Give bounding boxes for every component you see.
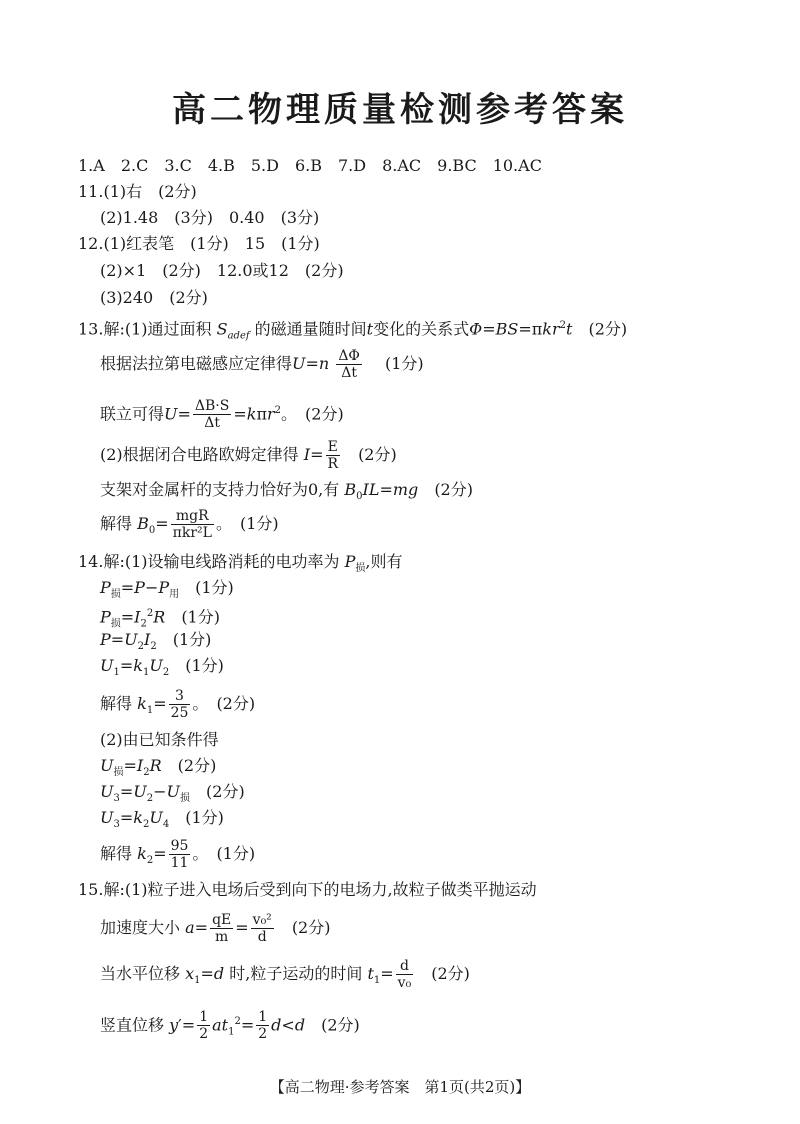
q13-line-3: 联立可得U= $\frac{\Delta B\cdot S}{\Delta t}$ =kπr$^2$。 (2分) [100, 398, 344, 432]
q14-line-5: $U_1=k_1U_2$ (1分) [100, 656, 224, 679]
q14-line-9: $U_3=U_2-U_损$ (2分) [100, 782, 245, 805]
q15-line-2: 加速度大小 a= $\frac{qE}{m}$ = $\frac{\text{v₀²}}{d}$ (2分) [100, 912, 331, 945]
page-footer: 【高二物理·参考答案 第1页(共2页)】 [269, 1078, 531, 1096]
q13-line-4: (2)根据闭合电路欧姆定律得 I= $\frac{E}{R}$ (2分) [100, 439, 397, 472]
q13-line-5: 支架对金属杆的支持力恰好为0,有 $B_0IL=mg$ (2分) [100, 480, 473, 503]
q13-line-2: 根据法拉第电磁感应定律得U=n $\frac{\Delta\Phi}{\Delta t}$ (1分) [100, 348, 424, 381]
fraction: $\frac{\text{v₀²}}{d}$ [252, 912, 272, 945]
q14-line-1: 14.解:(1)设输电线路消耗的电功率为 $P_损$,则有 [78, 552, 403, 575]
q15-line-3: 当水平位移 $x_1=d$ 时,粒子运动的时间 $t_1=$ $\frac{d}{\text{v₀}}$ (2分) [100, 958, 470, 991]
q15-line-1: 15.解:(1)粒子进入电场后受到向下的电场力,故粒子做类平抛运动 [78, 880, 537, 899]
q13-line-1: 13.解:(1)通过面积 $S_{adef}$ 的磁通量随时间t变化的关系式Φ=BS=πkr$^2$t (2分) [78, 319, 628, 342]
q13-line-6: 解得 $B_0=$ $\frac{\text{mgR}}{\text{πkr²L}}$ 。 (1分) [100, 508, 279, 541]
fraction: $\frac{qE}{m}$ [212, 912, 232, 945]
q14-line-11: 解得 $k_2=$ $\frac{95}{11}$ 。 (1分) [100, 838, 256, 871]
q14-line-6: 解得 $k_1=$ $\frac{3}{25}$ 。 (2分) [100, 688, 256, 721]
q14-line-3: $P_损=I_2^2R$ (1分) [100, 607, 220, 630]
fraction: $\frac{E}{R}$ [327, 439, 339, 472]
q12-line-1: 12.(1)红表笔 (1分) 15 (1分) [78, 234, 320, 253]
fraction: $\frac{3}{25}$ [170, 688, 189, 721]
q14-line-4: $P=U_2I_2$ (1分) [100, 630, 212, 653]
fraction: $\frac{\Delta\Phi}{\Delta t}$ [338, 348, 360, 381]
q15-line-4: 竖直位移 y′= $\frac{1}{2}$ $at_1^2=$ $\frac{1}{2}$ d<d (2分) [100, 1009, 360, 1043]
fraction: $\frac{1}{2}$ [199, 1009, 209, 1043]
q14-line-8: $U_损=I_2R$ (2分) [100, 756, 217, 779]
mc-answers: 1.A 2.C 3.C 4.B 5.D 6.B 7.D 8.AC 9.BC 10.AC [78, 156, 542, 175]
q11-line-2: (2)1.48 (3分) 0.40 (3分) [100, 208, 320, 227]
q12-line-2: (2)×1 (2分) 12.0或12 (2分) [100, 261, 344, 280]
q14-line-10: $U_3=k_2U_4$ (1分) [100, 808, 224, 831]
q12-line-3: (3)240 (2分) [100, 288, 208, 307]
q11-line-1: 11.(1)右 (2分) [78, 182, 197, 201]
q14-line-2: $P_损=P-P_用$ (1分) [100, 578, 234, 601]
fraction: $\frac{1}{2}$ [258, 1009, 268, 1043]
q14-line-7: (2)由已知条件得 [100, 730, 219, 749]
fraction: $\frac{d}{\text{v₀}}$ [397, 958, 412, 991]
page-title: 高二物理质量检测参考答案 [172, 90, 628, 130]
fraction: $\frac{\text{mgR}}{\text{πkr²L}}$ [172, 508, 212, 541]
fraction: $\frac{95}{11}$ [170, 838, 189, 871]
fraction: $\frac{\Delta B\cdot S}{\Delta t}$ [194, 398, 230, 432]
